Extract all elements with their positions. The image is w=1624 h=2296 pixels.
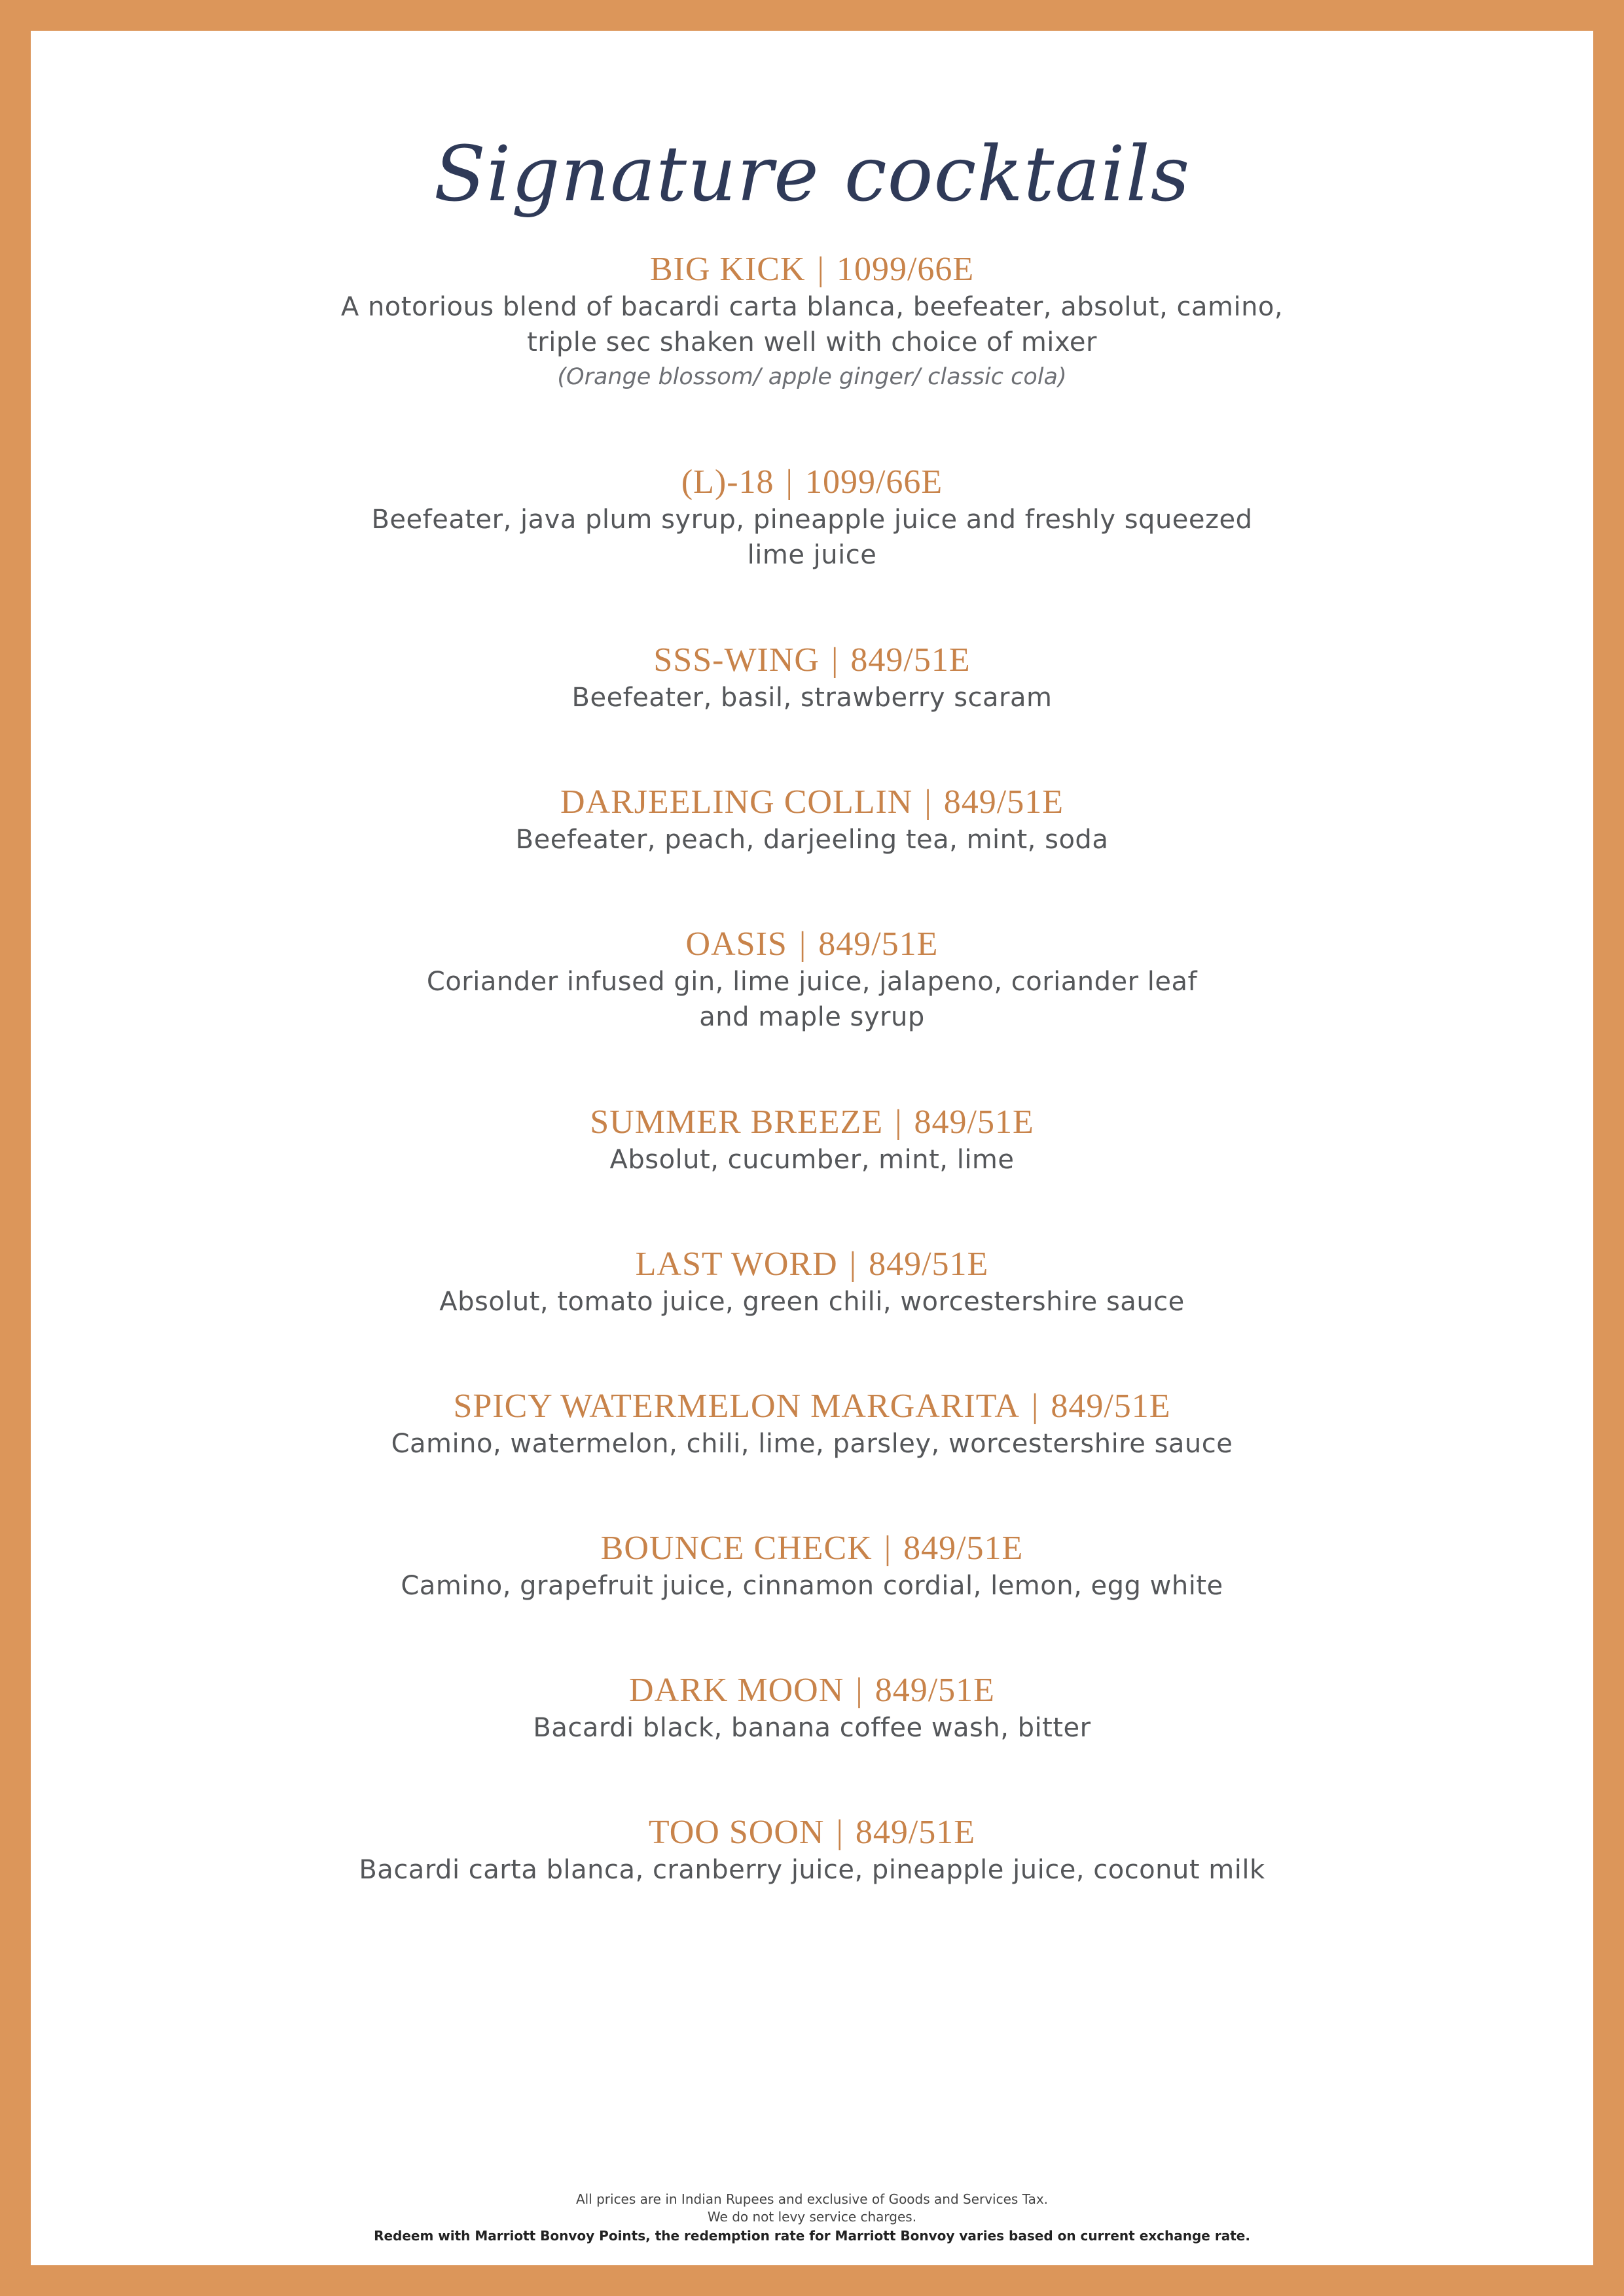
description-line: Bacardi carta blanca, cranberry juice, pineapple juice, coconut milk (359, 1855, 1265, 1885)
menu-item-too-soon (31, 1813, 1593, 1888)
page-title: Signature cocktails (433, 130, 1191, 219)
bonvoy-redemption-note: Redeem with Marriott Bonvoy Points, the redemption rate for Marriott Bonvoy varies based on current exchange rate. (374, 2228, 1250, 2244)
item-price: 849/51E (875, 1672, 995, 1709)
description-line: Camino, watermelon, chili, lime, parsley, worcestershire sauce (391, 1429, 1233, 1459)
item-name: SPICY WATERMELON MARGARITA (453, 1388, 1020, 1425)
item-name: LAST WORD (635, 1246, 838, 1283)
item-name: SUMMER BREEZE (590, 1103, 884, 1141)
item-price: 849/51E (943, 783, 1064, 821)
description-line: lime juice (747, 540, 877, 570)
price-separator: | (924, 783, 932, 821)
item-heading (31, 463, 1593, 502)
item-price: 849/51E (1051, 1388, 1171, 1425)
menu-page (31, 31, 1593, 2265)
price-separator: | (817, 251, 825, 288)
item-description (31, 1852, 1593, 1888)
menu-item-l-18 (31, 463, 1593, 573)
item-description (31, 1284, 1593, 1319)
item-price: 849/51E (903, 1530, 1024, 1567)
menu-item-sss-wing (31, 641, 1593, 715)
item-heading (31, 1245, 1593, 1284)
item-price: 849/51E (914, 1103, 1034, 1141)
description-line: Absolut, cucumber, mint, lime (609, 1145, 1015, 1175)
item-heading (31, 641, 1593, 680)
item-description (31, 1568, 1593, 1604)
price-separator: | (836, 1814, 844, 1851)
item-heading (31, 1103, 1593, 1142)
item-description (31, 964, 1593, 1035)
menu-item-dark-moon (31, 1671, 1593, 1746)
item-name: (L)-18 (681, 463, 774, 501)
item-price: 1099/66E (804, 463, 943, 501)
menu-item-bounce-check (31, 1529, 1593, 1604)
description-line: Bacardi black, banana coffee wash, bitter (533, 1713, 1091, 1743)
item-description (31, 502, 1593, 573)
description-line: triple sec shaken well with choice of mixer (527, 327, 1097, 357)
price-separator: | (1031, 1388, 1039, 1425)
item-description (31, 680, 1593, 715)
item-description (31, 1426, 1593, 1462)
service-charge-note: We do not levy service charges. (707, 2209, 917, 2225)
item-heading (31, 250, 1593, 289)
item-description (31, 289, 1593, 360)
menu-item-summer-breeze (31, 1103, 1593, 1177)
price-separator: | (831, 641, 839, 679)
description-line: A notorious blend of bacardi carta blanca, beefeater, absolut, camino, (340, 292, 1284, 322)
item-description (31, 1142, 1593, 1177)
item-name: SSS-WING (653, 641, 820, 679)
item-price: 849/51E (869, 1246, 989, 1283)
item-name: OASIS (685, 925, 787, 963)
item-price: 849/51E (855, 1814, 976, 1851)
item-heading (31, 1387, 1593, 1426)
description-line: Absolut, tomato juice, green chili, worcestershire sauce (439, 1287, 1185, 1317)
item-heading (31, 1529, 1593, 1568)
item-price: 1099/66E (836, 251, 975, 288)
price-separator: | (799, 925, 807, 963)
description-line: and maple syrup (699, 1002, 925, 1032)
item-heading (31, 1671, 1593, 1710)
item-name: DARJEELING COLLIN (560, 783, 913, 821)
footer (31, 2191, 1593, 2246)
menu-item-oasis (31, 925, 1593, 1035)
tax-disclaimer: All prices are in Indian Rupees and exclusive of Goods and Services Tax. (575, 2191, 1049, 2207)
item-description (31, 1710, 1593, 1746)
item-name: DARK MOON (629, 1672, 844, 1709)
description-line: Camino, grapefruit juice, cinnamon cordial, lemon, egg white (401, 1571, 1223, 1601)
menu-item-big-kick (31, 250, 1593, 394)
item-price: 849/51E (818, 925, 939, 963)
item-description (31, 822, 1593, 857)
price-separator: | (785, 463, 793, 501)
item-heading (31, 1813, 1593, 1852)
description-line: Coriander infused gin, lime juice, jalapeno, coriander leaf (426, 967, 1198, 997)
description-line: Beefeater, java plum syrup, pineapple juice and freshly squeezed (371, 505, 1253, 535)
menu-item-spicy-watermelon-margarita (31, 1387, 1593, 1462)
menu-item-darjeeling-collin (31, 783, 1593, 857)
price-separator: | (895, 1103, 903, 1141)
description-line: Beefeater, basil, strawberry scaram (571, 683, 1053, 713)
item-name: BIG KICK (649, 251, 806, 288)
item-price: 849/51E (850, 641, 971, 679)
price-separator: | (856, 1672, 863, 1709)
menu-item-last-word (31, 1245, 1593, 1319)
price-separator: | (849, 1246, 857, 1283)
item-name: TOO SOON (648, 1814, 825, 1851)
description-line: Beefeater, peach, darjeeling tea, mint, soda (515, 825, 1109, 855)
mixer-options-note: (Orange blossom/ apple ginger/ classic cola) (557, 364, 1067, 390)
item-heading (31, 783, 1593, 822)
item-name: BOUNCE CHECK (600, 1530, 873, 1567)
item-heading (31, 925, 1593, 964)
price-separator: | (884, 1530, 892, 1567)
